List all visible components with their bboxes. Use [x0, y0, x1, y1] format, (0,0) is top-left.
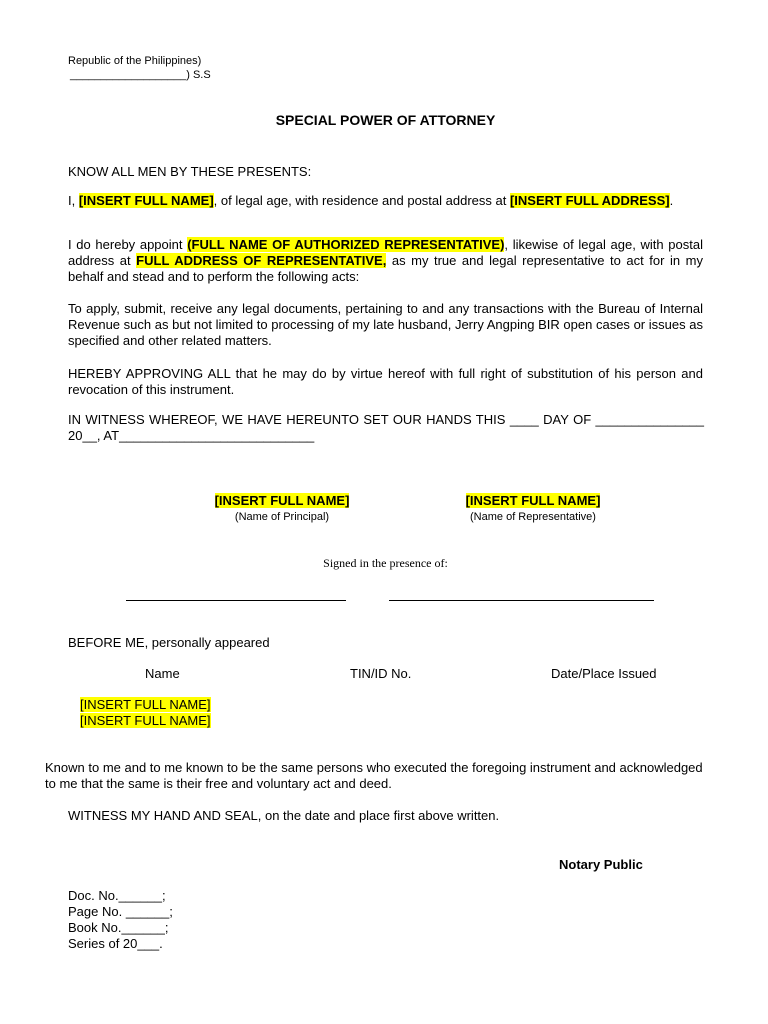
page-number-line: Page No. ______; [68, 904, 173, 919]
opening-line: KNOW ALL MEN BY THESE PRESENTS: [68, 164, 312, 179]
witness-signature-line-1 [126, 600, 346, 601]
table-row [80, 713, 211, 729]
principal-signature-block [200, 492, 364, 524]
book-number-line: Book No.______; [68, 920, 169, 935]
acknowledgment-paragraph: Known to me and to me known to be the same persons who executed the foregoing instrument and acknowledged to me that the same is their free and voluntary act and deed. [45, 760, 703, 791]
p2-pre: I do hereby appoint [68, 237, 188, 252]
republic-line: Republic of the Philippines) [68, 55, 202, 67]
p2-mid: , likewise of legal age, with postal address at [68, 237, 704, 268]
representative-address-placeholder: FULL ADDRESS OF REPRESENTATIVE, [136, 253, 387, 268]
appearing-party-name-1: [INSERT FULL NAME] [80, 697, 211, 712]
approval-paragraph: HEREBY APPROVING ALL that he may do by virtue hereof with full right of substitution of his person and revocation of this instrument. [68, 366, 703, 397]
before-me-line: BEFORE ME, personally appeared [68, 635, 270, 650]
p2-post: as my true and legal representative to act for in my behalf and stead and to perform the following acts: [68, 253, 703, 284]
ss-line: ___________________) S.S [70, 69, 211, 81]
acts-paragraph: To apply, submit, receive any legal documents, pertaining to and any transactions with the Bureau of Internal Revenue such as but not limited to processing of my late husband, Jerry Angping BIR open cases or issues as specified and other related matters. [68, 301, 703, 348]
column-header-tin: TIN/ID No. [350, 666, 412, 681]
representative-role-label: (Name of Representative) [470, 511, 596, 523]
document-title: SPECIAL POWER OF ATTORNEY [275, 112, 496, 128]
series-line: Series of 20___. [68, 936, 163, 951]
principal-signatory-name: [INSERT FULL NAME] [214, 493, 350, 508]
principal-paragraph [68, 193, 703, 209]
table-row [80, 697, 211, 713]
witness-seal-line: WITNESS MY HAND AND SEAL, on the date and place first above written. [68, 808, 500, 823]
column-header-date-place: Date/Place Issued [551, 666, 657, 681]
p1-pre: I, [68, 193, 79, 208]
principal-name-placeholder: [INSERT FULL NAME] [78, 193, 214, 208]
witness-signature-line-2 [389, 600, 654, 601]
representative-signature-block [450, 492, 616, 524]
p1-mid: , of legal age, with residence and postal address at [213, 193, 510, 208]
appearing-party-name-2: [INSERT FULL NAME] [80, 713, 211, 728]
presence-label: Signed in the presence of: [323, 556, 448, 570]
p1-post: . [669, 193, 674, 208]
column-header-name: Name [145, 666, 180, 681]
principal-address-placeholder: [INSERT FULL ADDRESS] [509, 193, 670, 208]
doc-number-line: Doc. No.______; [68, 888, 166, 903]
appointment-paragraph [68, 237, 703, 285]
witness-whereof-paragraph: IN WITNESS WHEREOF, WE HAVE HEREUNTO SET OUR HANDS THIS ____ DAY OF _______________ 20__, AT___________________________ [68, 412, 704, 443]
representative-name-placeholder: (FULL NAME OF AUTHORIZED REPRESENTATIVE) [187, 237, 505, 252]
notary-public-label: Notary Public [559, 857, 643, 872]
principal-role-label: (Name of Principal) [234, 511, 330, 523]
representative-signatory-name: [INSERT FULL NAME] [465, 493, 601, 508]
